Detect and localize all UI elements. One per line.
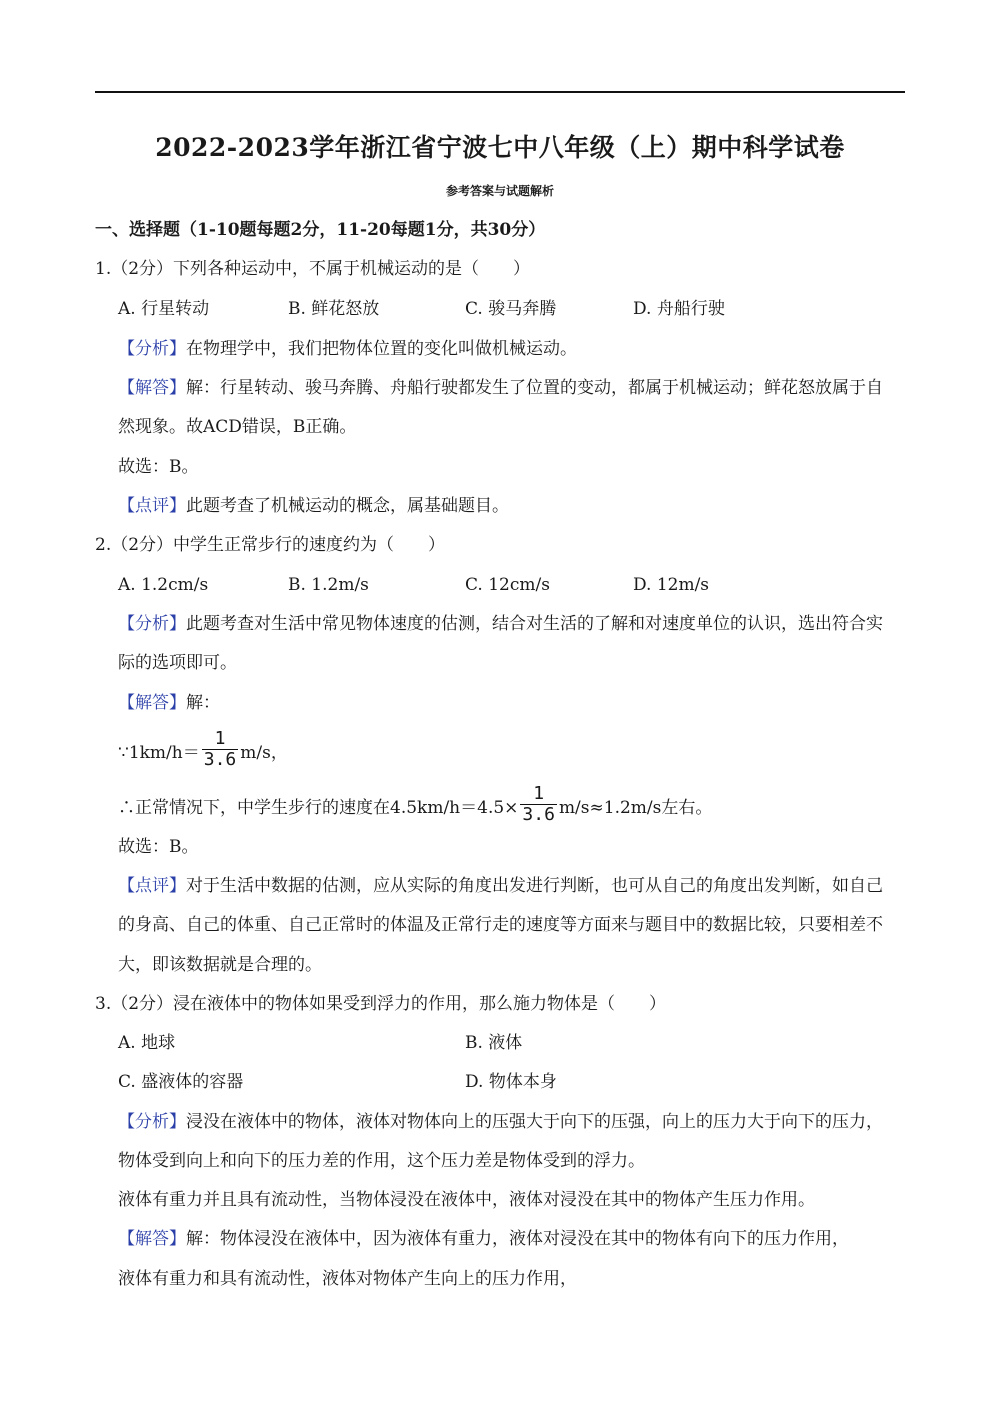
q1-stem: 1.（2分）下列各种运动中，不属于机械运动的是（ ） [95,259,531,279]
q2-choice: 故选：B。 [118,837,199,857]
q2-analysis-text-1: 此题考查对生活中常见物体速度的估测，结合对生活的了解和对速度单位的认识，选出符合实 [186,614,883,634]
comment-tag: 【点评】 [118,496,186,516]
q3-analysis-text-2: 物体受到向上和向下的压力差的作用，这个压力差是物体受到的浮力。 [118,1151,645,1171]
q1-choice: 故选：B。 [118,457,199,477]
q3-option-a: A. 地球 [118,1033,176,1053]
page-subtitle: 参考答案与试题解析 [445,184,554,198]
page-title: 2022-2023学年浙江省宁波七中八年级（上）期中科学试卷 [155,133,845,162]
fraction [202,729,239,770]
q3-option-d: D. 物体本身 [465,1072,557,1092]
eq2-suffix: m/s≈1.2m/s左右。 [558,798,713,818]
q2-option-b: B. 1.2m/s [288,575,369,595]
q1-option-a: A. 行星转动 [118,299,210,319]
analysis-tag: 【分析】 [118,614,186,634]
fraction-denominator: 3.6 [203,749,237,770]
q3-answer-text-2: 液体有重力和具有流动性，液体对物体产生向上的压力作用， [118,1269,577,1289]
answer-tag: 【解答】 [118,1229,186,1249]
q1-answer [118,377,883,399]
q1-answer-text-2: 然现象。故ACD错误，B正确。 [118,417,357,437]
q2-answer [118,692,220,714]
analysis-tag: 【分析】 [118,339,186,359]
q3-analysis [118,1111,883,1133]
fraction-numerator: 1 [214,728,226,749]
q3-answer-text-1: 解：物体浸没在液体中，因为液体有重力，液体对浸没在其中的物体有向下的压力作用， [186,1229,849,1249]
q2-comment-text-1: 对于生活中数据的估测，应从实际的角度出发进行判断，也可从自己的角度出发判断，如自己 [186,876,883,896]
q3-answer [118,1228,849,1250]
q3-option-c: C. 盛液体的容器 [118,1072,244,1092]
q2-option-d: D. 12m/s [633,575,710,595]
q1-option-d: D. 舟船行驶 [633,299,725,319]
q2-option-a: A. 1.2cm/s [118,575,209,595]
q1-analysis-text: 在物理学中，我们把物体位置的变化叫做机械运动。 [186,339,577,359]
answer-tag: 【解答】 [118,378,186,398]
eq1-suffix: m/s， [240,743,288,763]
q2-equation-2 [118,783,713,829]
q2-answer-text: 解： [186,693,220,713]
q1-option-b: B. 鲜花怒放 [288,299,380,319]
q2-analysis-text-2: 际的选项即可。 [118,653,237,673]
fraction-denominator: 3.6 [522,804,555,825]
q2-analysis [118,613,883,635]
q2-option-c: C. 12cm/s [465,575,550,595]
q3-stem: 3.（2分）浸在液体中的物体如果受到浮力的作用，那么施力物体是（ ） [95,994,667,1014]
q2-comment [118,875,883,897]
q3-option-b: B. 液体 [465,1033,523,1053]
comment-tag: 【点评】 [118,876,186,896]
header-rule [95,91,905,93]
fraction-numerator: 1 [533,783,545,804]
q2-equation-1 [118,728,288,774]
q1-comment-text: 此题考查了机械运动的概念，属基础题目。 [186,496,509,516]
q3-analysis-text-3: 液体有重力并且具有流动性，当物体浸没在液体中，液体对浸没在其中的物体产生压力作用。 [118,1190,815,1210]
analysis-tag: 【分析】 [118,1112,186,1132]
q3-analysis-text-1: 浸没在液体中的物体，液体对物体向上的压强大于向下的压强，向上的压力大于向下的压力， [186,1112,883,1132]
fraction [520,784,557,825]
eq2-prefix: ∴正常情况下，中学生步行的速度在4.5km/h＝4.5× [118,798,519,818]
q2-stem: 2.（2分）中学生正常步行的速度约为（ ） [95,535,446,555]
q1-comment [118,495,509,517]
q2-comment-text-2: 的身高、自己的体重、自己正常时的体温及正常行走的速度等方面来与题目中的数据比较，只要相差不 [118,915,883,935]
q1-option-c: C. 骏马奔腾 [465,299,557,319]
q1-answer-text-1: 解：行星转动、骏马奔腾、舟船行驶都发生了位置的变动，都属于机械运动；鲜花怒放属于自 [186,378,883,398]
q1-analysis [118,338,577,360]
section-heading: 一、选择题（1-10题每题2分，11-20每题1分，共30分） [95,220,546,240]
q2-comment-text-3: 大，即该数据就是合理的。 [118,955,322,975]
answer-tag: 【解答】 [118,693,186,713]
eq1-prefix: ∵1km/h＝ [118,743,200,763]
